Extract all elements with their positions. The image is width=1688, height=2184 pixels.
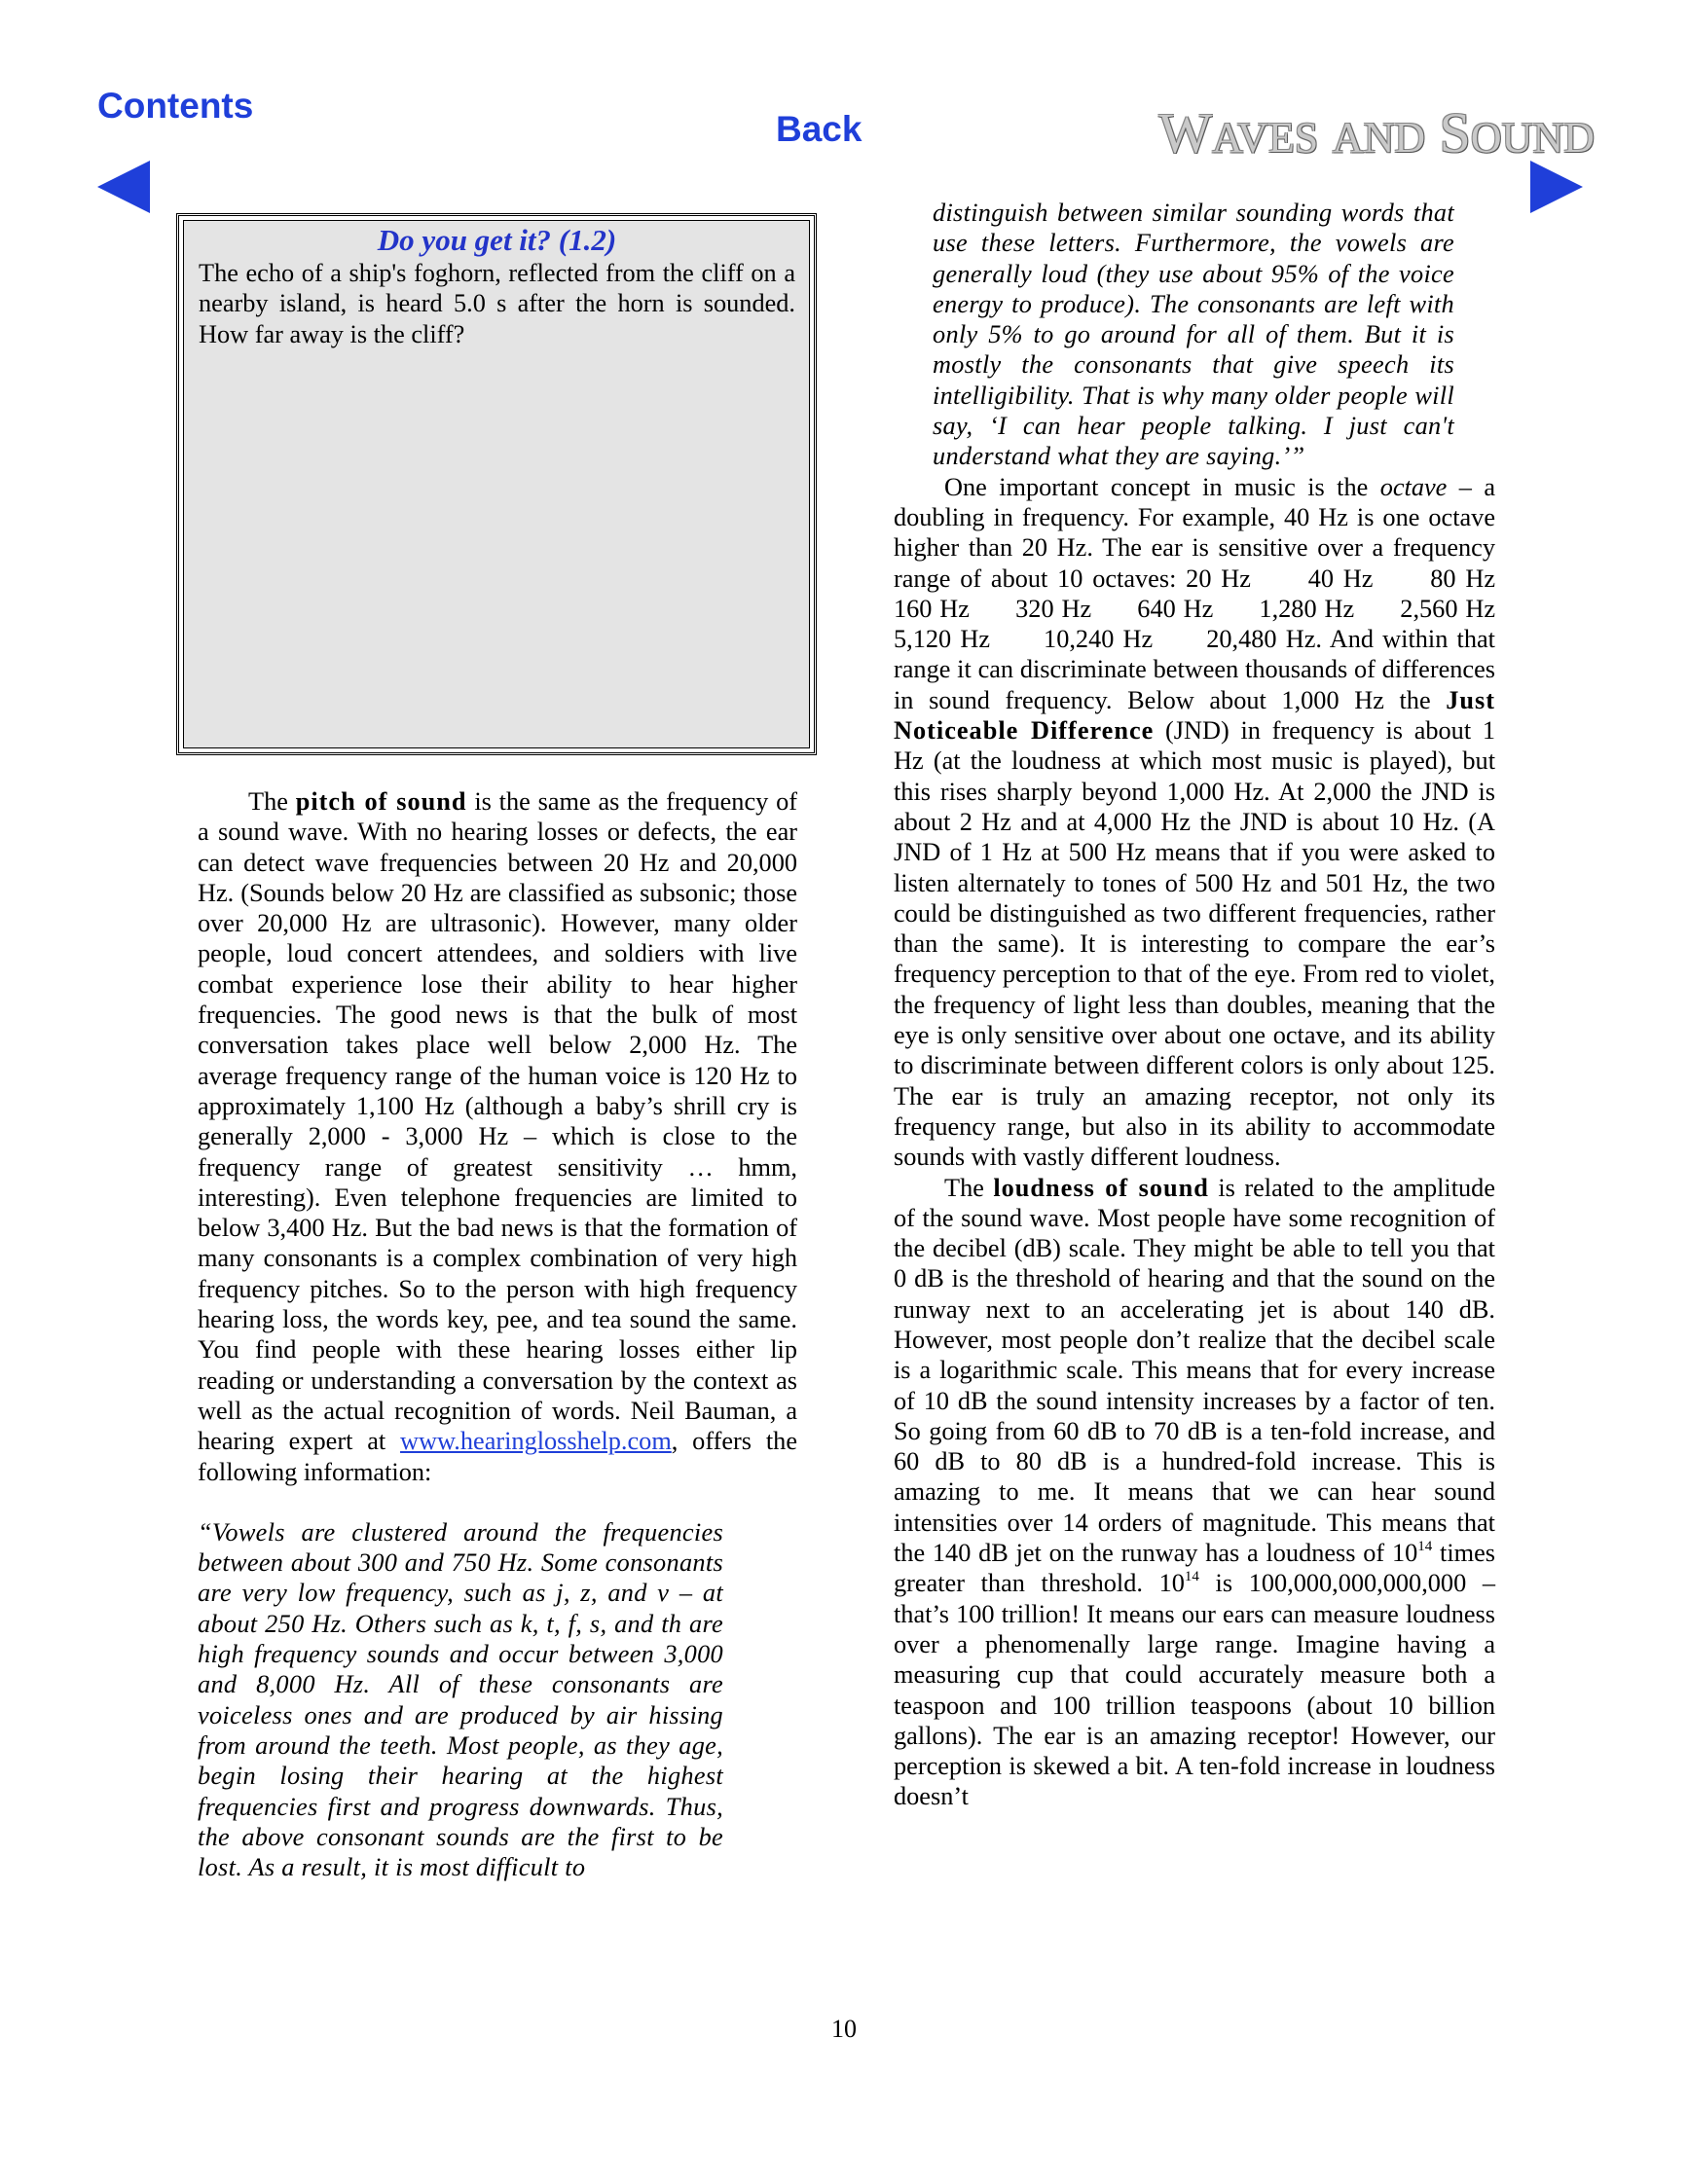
question-text: The echo of a ship's foghorn, reflected from the cliff on a nearby island, is heard 5.0 s after the horn is sounded. How far away is the cliff? [199,259,795,348]
contents-link[interactable]: Contents [97,86,254,126]
jnd-term: Just Noticeable Difference [894,685,1495,746]
question-box [176,213,817,755]
pitch-paragraph: The pitch of sound is the same as the frequency of a sound wave. With no hearing losses or defects, the ear can detect wave frequencies between 20 Hz and 20,000 Hz. (Sounds below 20 Hz are classified as subsonic; those over 20,000 Hz are ultrasonic). However, many older people, loud concert attendees, and soldiers with live combat experience lose their ability to hear higher frequencies. The good news is that the bulk of most conversation takes place well below 2,000 Hz. The average frequency range of the human voice is 120 Hz to approximately 1,100 Hz (although a baby’s shrill cry is generally 2,000 - 3,000 Hz – which is close to the frequency range of greatest sensitivity … hmm, interesting). Even telephone frequencies are limited to below 3,400 Hz. But the bad news is that the formation of many consonants is a complex combination of very high frequency pitches. So to the person with high frequency hearing loss, the words key, pee, and tea sound the same. You find people with these hearing losses either lip reading or understanding a conversation by the context as well as the actual recognition of words. Neil Bauman, a hearing expert at www.hearinglosshelp.com, offers the following information: [198,787,797,1486]
bauman-quote-part1: “Vowels are clustered around the frequencies between about 300 and 750 Hz. Some consonants are very low frequency, such as j, z, and v – at about 250 Hz. Others such as k, t, f, s, and th are high frequency sounds and occur between 3,000 and 8,000 Hz. All of these consonants are voiceless ones and are produced by air hissing from around the teeth. Most people, as they age, begin losing their hearing at the highest frequencies first and progress downwards. Thus, the above consonant sounds are the first to be lost. As a result, it is most difficult to [198,1517,723,1882]
page-number: 10 [831,2015,857,2043]
bauman-quote-part2: distinguish between similar sounding words that use these letters. Furthermore, the vowels are generally loud (they use about 95% of the voice energy to produce). The consonants are left with only 5% to go around for all of them. But it is mostly the consonants that give speech its intelligibility. That is why many older people will say, ‘I can hear people talking. I just can't understand what they are saying.’” [933,199,1454,471]
pitch-term: pitch of sound [295,787,467,816]
right-arrow-icon[interactable] [1528,159,1585,215]
left-arrow-icon[interactable] [95,159,152,215]
loudness-paragraph: The loudness of sound is related to the amplitude of the sound wave. Most people have some recognition of the decibel (dB) scale. They might be able to tell you that 0 dB is the threshold of hearing and that the sound on the runway next to an accelerating jet is about 140 dB. However, most people don’t realize that the decibel scale is a logarithmic scale. This means that for every increase of 10 dB the sound intensity increases by a factor of ten. So going from 60 dB to 70 dB is a ten-fold increase, and 60 dB to 80 dB is a hundred-fold increase. This is amazing to me. It means that we can hear sound intensities over 14 orders of magnitude. This means that the 140 dB jet on the runway has a loudness of $10^{14}$ times greater than threshold. $10^{14}$ is 100,000,000,000,000 – that’s 100 trillion! It means our ears can measure loudness over a phenomenally large range. Imagine having a measuring cup that could accurately measure both a teaspoon and 100 trillion teaspoons (about 10 billion gallons). The ear is an amazing receptor! However, our perception is skewed a bit. A ten-fold increase in loudness doesn’t [894,1173,1495,1811]
question-box-inner [183,220,810,748]
right-column [894,198,1534,1812]
hearinglosshelp-link[interactable]: www.hearinglosshelp.com [400,1427,672,1456]
left-column [198,786,797,1882]
question-title: Do you get it? (1.2) [377,223,617,257]
loudness-term: loudness of sound [993,1173,1209,1202]
back-link[interactable]: Back [776,109,862,149]
chapter-title: WAVES AND SOUND [1158,101,1595,164]
octave-paragraph: One important concept in music is the octave – a doubling in frequency. For example, 40 Hz is one octave higher than 20 Hz. The ear is sensitive over a frequency range of about 10 octaves: 20 Hz 40 Hz 80 Hz 160 Hz 320 Hz 640 Hz 1,280 Hz 2,560 Hz 5,120 Hz 10,240 Hz 20,480 Hz. And within that range it can discriminate between thousands of differences in sound frequency. Below about 1,000 Hz the Just Noticeable Difference (JND) in frequency is about 1 Hz (at the loudness at which most music is played), but this rises sharply beyond 1,000 Hz. At 2,000 the JND is about 2 Hz and at 4,000 Hz the JND is about 10 Hz. (A JND of 1 Hz at 500 Hz means that if you were asked to listen alternately to tones of 500 Hz and 501 Hz, the two could be distinguished as two different frequencies, rather than the same). It is interesting to compare the ear’s frequency perception to that of the eye. From red to violet, the frequency of light less than doubles, meaning that the eye is only sensitive over about one octave, and its ability to discriminate between different colors is only about 125. The ear is truly an amazing receptor, not only its frequency range, but also in its ability to accommodate sounds with vastly different loudness. [894,472,1534,1172]
